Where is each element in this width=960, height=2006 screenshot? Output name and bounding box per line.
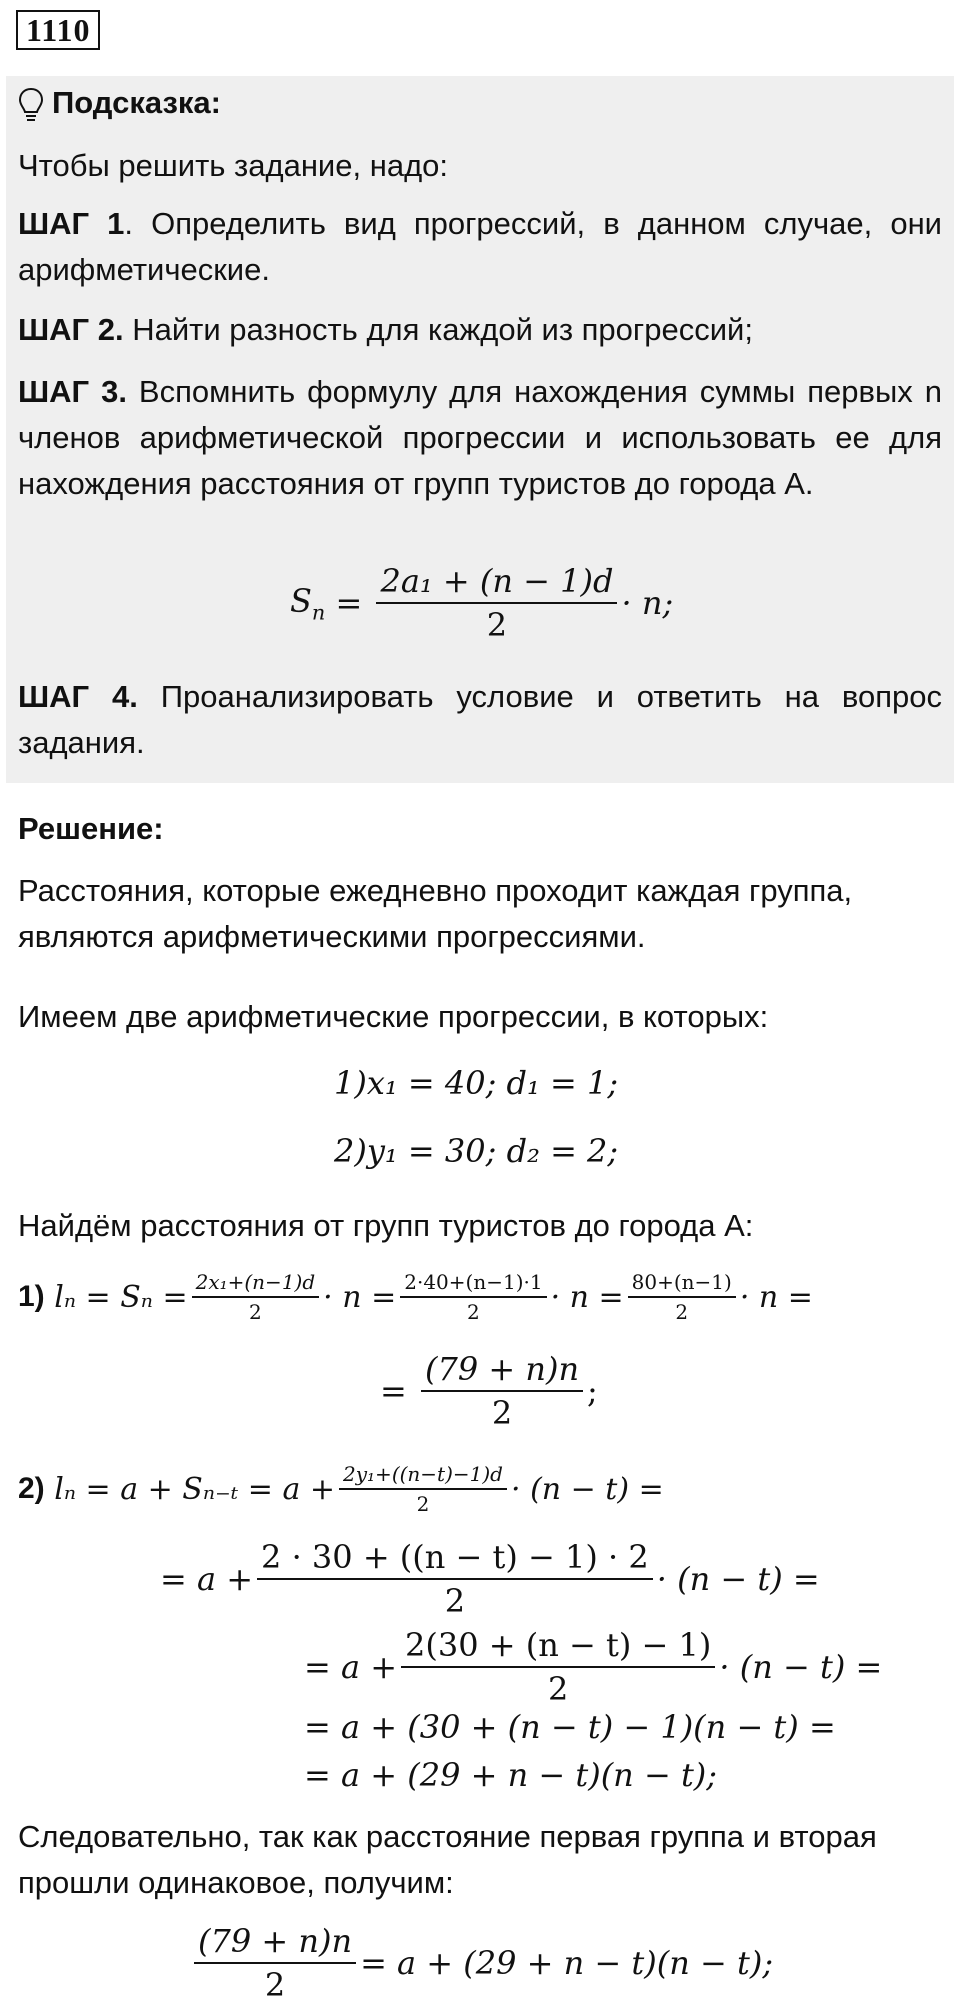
hint-step-2: ШАГ 2. Найти разность для каждой из прогрессий; [18, 312, 753, 347]
calc-2-line-4: = a + (30 + (n − t) − 1)(n − t) = [304, 1708, 836, 1746]
calc-1-line-1: 1) lₙ = Sₙ = $\frac{\text{2x₁+(n−1)d}}{2}$ · n = $\frac{2\cdot 40+(n-1)\cdot 1}{2}$ · n = $\frac{80+(n-1)}{2}$ · n = [18, 1270, 813, 1324]
solution-paragraph-2: Имеем две арифметические прогрессии, в которых: [18, 999, 769, 1034]
calc-2-line-2: = a + $\frac{2 \cdot 30 + ((n - t) - 1) \cdot 2}{2}$ · (n − t) = [160, 1538, 820, 1620]
calc-2-line-3: = a + $\frac{2(30 + (n - t) - 1)}{2}$ · (n − t) = [304, 1626, 883, 1708]
solution-title: Решение: [18, 811, 164, 846]
hint-title: Подсказка: [18, 80, 221, 126]
progression-1: 1)x₁ = 40; d₁ = 1; [334, 1064, 619, 1102]
calc-1-line-2: = $\frac{(79 + n)n}{2}$ ; [380, 1350, 598, 1432]
calc-2-line-1: 2) lₙ = a + Sₙ₋ₜ = a + $\frac{\text{2y₁+((n−t)−1)d}}{2}$ · (n − t) = [18, 1462, 664, 1516]
hint-step-4: ШАГ 4. Проанализировать условие и ответить на вопрос задания. [18, 679, 942, 760]
calc-2-line-5: = a + (29 + n − t)(n − t); [304, 1756, 718, 1794]
final-equation: $\frac{(79 + n)n}{2}$ = a + (29 + n − t)(n − t); [190, 1922, 773, 2004]
solution-paragraph-4: Следовательно, так как расстояние первая группа и вторая прошли одинаковое, получим: [18, 1819, 877, 1900]
progression-2: 2)y₁ = 30; d₂ = 2; [334, 1132, 619, 1170]
hint-intro: Чтобы решить задание, надо: [18, 148, 449, 183]
task-number: 1110 [16, 10, 100, 50]
lightbulb-icon [18, 87, 44, 123]
hint-step-1: ШАГ 1. Определить вид прогрессий, в данном случае, они арифметические. [18, 206, 942, 287]
hint-step-3: ШАГ 3. Вспомнить формулу для нахождения суммы первых n членов арифметической прогрессии и использовать ее для нахождения расстояния от групп туристов до города А. [18, 374, 942, 501]
solution-paragraph-1: Расстояния, которые ежедневно проходит каждая группа, являются арифметическими прогрессиями. [18, 873, 853, 954]
solution-paragraph-3: Найдём расстояния от групп туристов до города А: [18, 1208, 754, 1243]
hint-sum-formula: $S_n$ = $\frac{\text{2a₁ + (n − 1)d}}{2}$ · n; [290, 562, 674, 644]
